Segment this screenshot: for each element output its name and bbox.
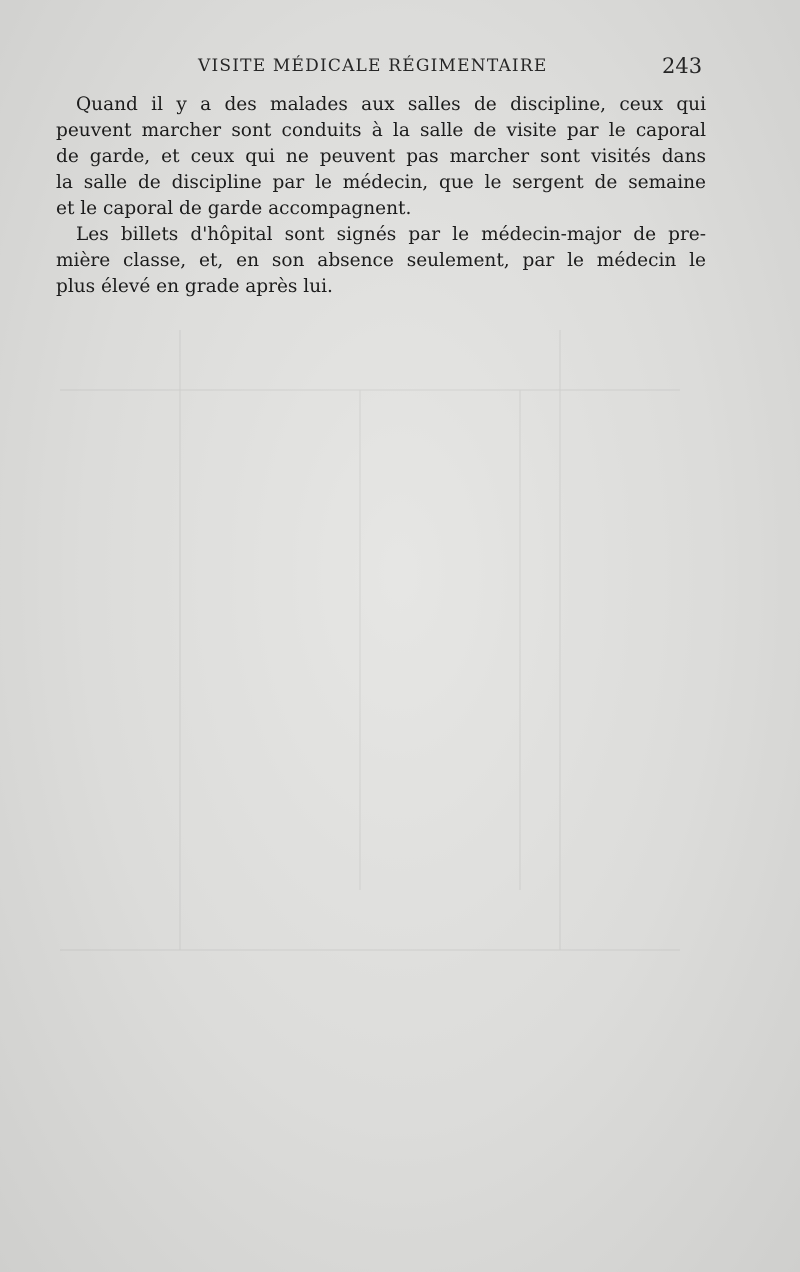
paragraph-sick-in-discipline [56, 92, 706, 222]
text-line: de garde, et ceux qui ne peuvent pas marcher sont visités dans [56, 146, 706, 167]
body-text [56, 92, 706, 300]
text-line: Quand il y a des malades aux salles de discipline, ceux qui [76, 94, 706, 115]
bleed-through-texture [60, 330, 680, 1150]
text-line: Les billets d'hôpital sont signés par le médecin-major de pre- [76, 224, 706, 245]
paragraph-hospital-tickets [56, 222, 706, 300]
text-line: la salle de discipline par le médecin, que le sergent de semaine [56, 172, 706, 193]
page-number: 243 [662, 54, 703, 78]
text-line: plus élevé en grade après lui. [56, 276, 333, 297]
running-head: VISITE MÉDICALE RÉGIMENTAIRE [198, 56, 548, 76]
text-line: et le caporal de garde accompagnent. [56, 198, 412, 219]
text-line: peuvent marcher sont conduits à la salle de visite par le caporal [56, 120, 706, 141]
text-line: mière classe, et, en son absence seulement, par le médecin le [56, 250, 706, 271]
